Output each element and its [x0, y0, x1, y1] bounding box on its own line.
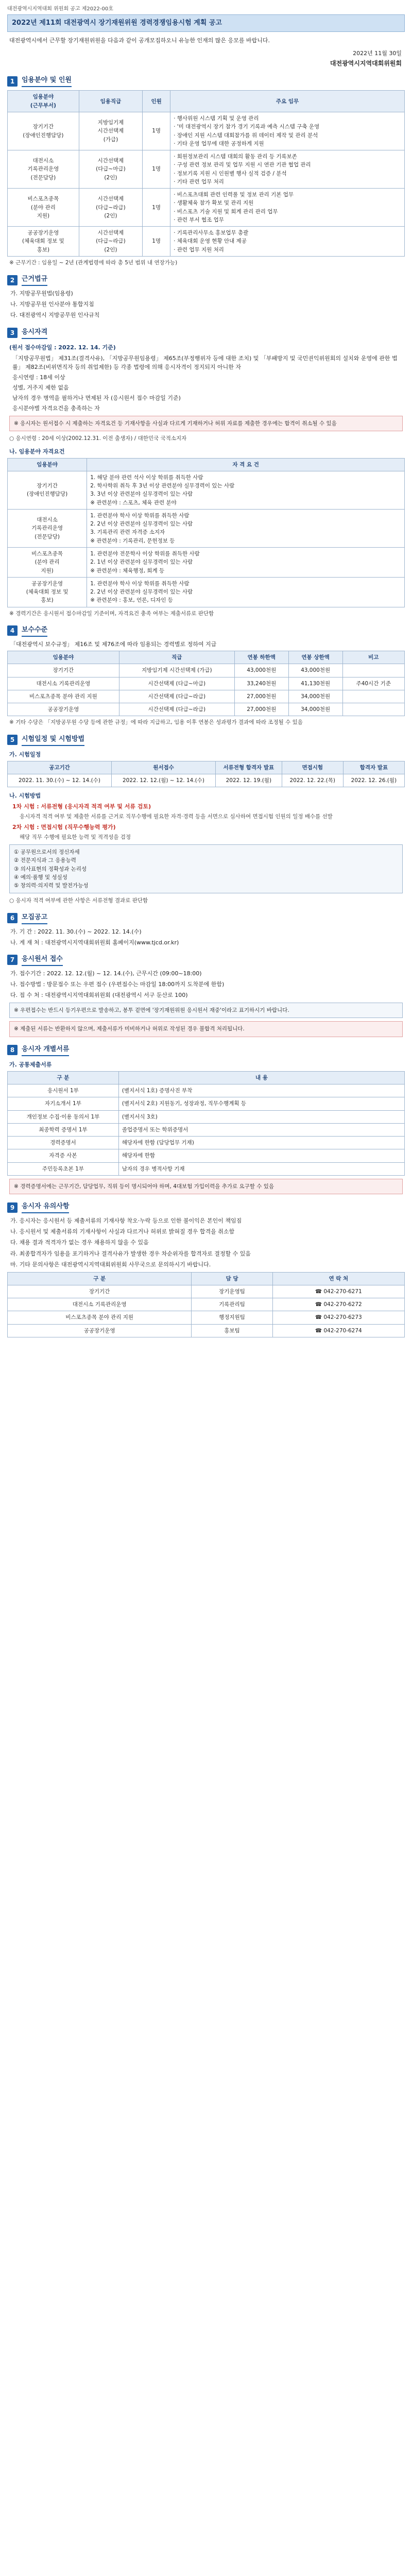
table-cell: (별지서식 2호) 지원동기, 성장과정, 직무수행계획 등	[118, 1097, 404, 1110]
table-cell: 2022. 12. 19.(월)	[215, 774, 282, 787]
evaluation-item: ① 공무원으로서의 정신자세	[14, 849, 80, 855]
table-cell: 34,000천원	[288, 703, 342, 716]
table-cell: 2022. 12. 12.(월) ~ 12. 14.(수)	[111, 774, 215, 787]
schedule-subtitle: 가. 시험일정	[9, 751, 41, 758]
table-header: 연봉 상한액	[288, 651, 342, 664]
table-cell: 41,130천원	[288, 677, 342, 690]
notice-date: 2022년 11월 30일	[353, 49, 402, 57]
positions-note: ※ 근무기간 : 임용일 ~ 2년 (관계법령에 따라 총 5년 범위 내 연장가능)	[9, 259, 178, 266]
table-header: 임용직급	[79, 91, 142, 112]
table-cell: 33,240천원	[234, 677, 288, 690]
table-cell: 34,000천원	[288, 690, 342, 703]
table-cell: 해당자에 한함	[118, 1149, 404, 1162]
table-header: 서류전형 합격자 발표	[215, 761, 282, 774]
evaluation-item: ② 전문지식과 그 응용능력	[14, 857, 76, 864]
section-5-heading	[7, 734, 405, 746]
table-cell: 개인정보 수집·이용 동의서 1부	[8, 1110, 119, 1123]
table-row	[8, 1298, 405, 1311]
notice-intro: 대전광역시에서 근무할 장기재원위원을 다음과 같이 공개모집하오니 유능한 인재의 많은 응모를 바랍니다.	[9, 37, 270, 44]
table-row	[8, 112, 405, 150]
caution-item: 마. 기타 문의사항은 대전광역시지역대회위원회 사무국으로 문의하시기 바랍니다.	[10, 1261, 211, 1268]
law-item: 가. 지방공무원법(임용령)	[10, 290, 73, 297]
table-cell: 장기기간	[8, 664, 119, 677]
section-9-heading	[7, 1201, 405, 1213]
position-count: 1명	[143, 150, 170, 189]
law-item: 나. 지방공무원 인사분야 통합지침	[10, 301, 94, 308]
table-header: 연 락 처	[272, 1272, 404, 1285]
application-mail-note: ※ 우편접수는 반드시 등기우편으로 발송하고, 봉투 겉면에 '장기재원위원 응시원서 재중'이라고 표기하시기 바랍니다.	[9, 1003, 403, 1018]
table-row	[8, 1137, 405, 1149]
position-field: 대전시소 기록관리운영 (전문담당)	[8, 150, 79, 189]
table-cell: (별지서식 1호) 증명사진 부착	[118, 1084, 404, 1097]
table-row	[8, 1285, 405, 1298]
table-cell: 시간선택제 (다급~라급)	[119, 703, 234, 716]
table-row	[8, 509, 405, 547]
exam-step-1-desc: 응시자격 적격 여부 및 제출한 서류를 근거로 직무수행에 필요한 자격·경력 등을 서면으로 심사하여 면접시험 인원의 일정 배수를 선발	[20, 814, 333, 820]
qualification-item: 「지방공무원법」 제31조(결격사유), 「지방공무원임용령」 제65조(부정행위자 등에 대한 조치) 및 「부패방지 및 국민권익위원회의 설치와 운영에 관한 법률」 제82조(비위면직자 등의 취업제한) 등 각종 법령에 의해 응시자격이 정지되지 아니한 자	[12, 354, 398, 370]
qualification-item: 성별, 거주지 제한 없음	[12, 384, 69, 391]
table-cell: 27,000천원	[234, 703, 288, 716]
exam-step-1: 1차 시험 : 서류전형 (응시자격 적격 여부 및 서류 검토)	[12, 803, 151, 810]
table-cell: 장기운영팀	[192, 1285, 272, 1298]
qualification-requirement: 1. 해당 분야 관련 석사 이상 학위를 취득한 사람 2. 학사학위 취득 후 3년 이상 관련분야 실무경력이 있는 사람 3. 3년 이상 관련분야 실무경력이 있는 사람 ※ 관련분야 : 스포츠, 체육 관련 분야	[87, 471, 405, 509]
section-title: 시험일정 및 시험방법	[22, 734, 84, 746]
table-cell: 자격증 사본	[8, 1149, 119, 1162]
section-2-heading	[7, 274, 405, 286]
table-cell: 주민등록초본 1부	[8, 1162, 119, 1175]
qualification-requirement: 1. 관련분야 학사 이상 학위를 취득한 사람 2. 2년 이상 관련분야 실무경력이 있는 사람 ※ 관련분야 : 홍보, 언론, 디자인 등	[87, 577, 405, 607]
section-number: 2	[7, 275, 18, 285]
table-cell: 시간선택제 (다급~라급)	[119, 690, 234, 703]
table-cell: 지방임기제 시간선택제 (가급)	[119, 664, 234, 677]
table-header: 인원	[143, 91, 170, 112]
table-cell	[342, 690, 404, 703]
table-header: 임용분야 (근무부서)	[8, 91, 79, 112]
table-header: 비고	[342, 651, 404, 664]
qualification-requirement: 1. 관련분야 전문학사 이상 학위를 취득한 사람 2. 1년 이상 관련분야 실무경력이 있는 사람 ※ 관련분야 : 체육행정, 회계 등	[87, 547, 405, 577]
salary-table	[7, 651, 405, 716]
qualification-table	[7, 458, 405, 607]
table-cell: 기록관리팀	[192, 1298, 272, 1311]
caution-item: 다. 채용 결과 적격자가 없는 경우 채용하지 않을 수 있음	[10, 1239, 149, 1246]
table-cell: 43,000천원	[288, 664, 342, 677]
exam-step-2-desc: 해당 직무 수행에 필요한 능력 및 적격성을 검정	[20, 834, 131, 840]
table-header: 직급	[119, 651, 234, 664]
table-row	[8, 1110, 405, 1123]
position-count: 1명	[143, 227, 170, 257]
section-number: 7	[7, 955, 18, 965]
section-4-heading	[7, 625, 405, 637]
section-title: 응시원서 접수	[22, 954, 63, 966]
phone-number: ☎ 042-270-6274	[272, 1324, 404, 1337]
notice-org: 대전광역시지역대회위원회	[330, 59, 402, 67]
table-header: 임용분야	[8, 458, 87, 471]
position-count: 1명	[143, 112, 170, 150]
table-cell: 2022. 12. 22.(목)	[282, 774, 343, 787]
table-cell: 졸업증명서 또는 학위증명서	[118, 1123, 404, 1136]
table-row	[8, 189, 405, 227]
method-subtitle: 나. 시험방법	[9, 792, 41, 800]
age-note: ○ 응시연령 : 20세 이상(2002.12.31. 이전 출생자) / 대한민국 국적소지자	[9, 435, 187, 442]
qualification-field: 공공장기운영 (체육대회 정보 및 홍보)	[8, 577, 87, 607]
law-item: 다. 대전광역시 지방공무원 인사규칙	[10, 312, 100, 319]
table-header: 자 격 요 건	[87, 458, 405, 471]
table-cell: 해당자에 한함 (담당업무 기재)	[118, 1137, 404, 1149]
section-number: 9	[7, 1202, 18, 1213]
table-row	[8, 690, 405, 703]
table-cell	[342, 664, 404, 677]
position-duties: · 기록관리사무소 홍보업무 총괄 · 체육대회 운영 현황 안내 제공 · 관련 업무 지원 처리	[170, 227, 405, 257]
table-header: 연봉 하한액	[234, 651, 288, 664]
section-number: 4	[7, 625, 18, 636]
table-cell: 남자의 경우 병적사항 기재	[118, 1162, 404, 1175]
table-cell	[342, 703, 404, 716]
notice-title: 2022년 제11회 대전광역시 장기재원위원 경력경쟁임용시험 계획 공고	[7, 14, 405, 32]
table-header: 원서접수	[111, 761, 215, 774]
caution-item: 가. 응시자는 응시원서 등 제출서류의 기재사항 착오·누락 등으로 인한 불이익은 본인이 책임짐	[10, 1217, 242, 1225]
table-row	[8, 227, 405, 257]
position-count: 1명	[143, 189, 170, 227]
qualification-item: 응시연령 : 18세 이상	[12, 374, 65, 381]
table-cell: (별지서식 3호)	[118, 1110, 404, 1123]
table-row	[8, 1324, 405, 1337]
position-field: 장기기간 (장애인진행담당)	[8, 112, 79, 150]
position-grade: 시간선택제 (다급~라급) (2인)	[79, 227, 142, 257]
section-number: 1	[7, 76, 18, 87]
application-warning: ※ 제출된 서류는 반환하지 않으며, 제출서류가 미비하거나 허위로 작성된 경우 불합격 처리됩니다.	[9, 1021, 403, 1037]
notice-number: 대전광역시지역대회 위원회 공고 제2022-00호	[7, 6, 113, 12]
table-cell: 2022. 12. 26.(월)	[343, 774, 404, 787]
documents-warning: ※ 경력증명서에는 근무기간, 담당업무, 직위 등이 명시되어야 하며, 4대보험 가입이력을 추가로 요구할 수 있음	[9, 1179, 403, 1194]
qualification-field: 장기기간 (장애인진행담당)	[8, 471, 87, 509]
exam-step-2: 2차 시험 : 면접시험 (직무수행능력 평가)	[12, 823, 116, 831]
section-1-heading	[7, 75, 405, 87]
position-grade: 지방임기제 시간선택제 (가급)	[79, 112, 142, 150]
phone-number: ☎ 042-270-6271	[272, 1285, 404, 1298]
table-row	[8, 664, 405, 677]
evaluation-item: ⑤ 창의력·의지력 및 발전가능성	[14, 883, 89, 889]
table-cell: 대전시소 기록관리운영	[8, 677, 119, 690]
table-cell: 공공장기운영	[8, 1324, 192, 1337]
qualification-item: 응시분야별 자격요건을 충족하는 자	[12, 404, 100, 412]
table-header: 합격자 발표	[343, 761, 404, 774]
table-row	[8, 547, 405, 577]
table-cell: 장기기간	[8, 1285, 192, 1298]
section-number: 6	[7, 913, 18, 923]
section-title: 보수수준	[22, 625, 47, 637]
table-cell: 대전시소 기록관리운영	[8, 1298, 192, 1311]
table-header: 면접시험	[282, 761, 343, 774]
table-cell: 경력증명서	[8, 1137, 119, 1149]
table-cell: 주40시간 기준	[342, 677, 404, 690]
qualification-note: ※ 경력기간은 응시원서 접수마감일 기준이며, 자격요건 충족 여부는 제출서류로 판단함	[9, 610, 214, 617]
contact-table	[7, 1272, 405, 1337]
qualification-warning: ※ 응시자는 원서접수 시 제출하는 자격요건 등 기재사항을 사실과 다르게 기재하거나 허위 자료를 제출한 경우에는 합격이 취소될 수 있음	[9, 416, 403, 431]
section-3-heading	[7, 327, 405, 339]
table-cell: 비스포츠종목 분야 관리 지원	[8, 690, 119, 703]
qualification-basis: (원서 접수마감일 : 2022. 12. 14. 기준)	[9, 344, 116, 351]
table-cell: 비스포츠종목 분야 관리 지원	[8, 1311, 192, 1324]
section-title: 근거법규	[22, 274, 47, 286]
table-cell: 응시원서 1부	[8, 1084, 119, 1097]
table-cell: 2022. 11. 30.(수) ~ 12. 14.(수)	[8, 774, 112, 787]
table-row	[8, 150, 405, 189]
section-number: 3	[7, 328, 18, 338]
section-number: 8	[7, 1045, 18, 1055]
table-header: 구 분	[8, 1071, 119, 1084]
section-6-heading	[7, 912, 405, 924]
salary-intro: 「대전광역시 보수규정」 제16조 및 제76조에 따라 임용되는 경력별로 정하여 지급	[10, 640, 217, 648]
documents-subtitle: 가. 공통제출서류	[9, 1061, 52, 1068]
evaluation-criteria	[9, 844, 403, 893]
table-header: 주요 임무	[170, 91, 405, 112]
caution-item: 라. 최종합격자가 임용을 포기하거나 결격사유가 발생한 경우 차순위자를 합격자로 결정할 수 있음	[10, 1250, 251, 1257]
position-duties: · 비스포츠대회 관련 인력풀 및 정보 관리 기본 업무 · 생활체육 참가 확보 및 관리 지원 · 비스포츠 기술 지원 및 회계 관리 관리 업무 · 관련 부서 협조 업무	[170, 189, 405, 227]
section-title: 응시자 개별서류	[22, 1044, 69, 1056]
table-header: 내 용	[118, 1071, 404, 1084]
table-row	[8, 471, 405, 509]
caution-item: 나. 응시원서 및 제출서류의 기재사항이 사실과 다르거나 허위로 밝혀질 경우 합격을 취소함	[10, 1228, 235, 1235]
application-item: 나. 접수방법 : 방문접수 또는 우편 접수 (우편접수는 마감일 18:00까지 도착분에 한함)	[10, 981, 225, 988]
section-title: 응시자 유의사항	[22, 1201, 69, 1213]
table-row	[8, 1084, 405, 1097]
table-row	[8, 1162, 405, 1175]
qualification-field: 비스포츠종목 (분야 관리 지원)	[8, 547, 87, 577]
table-cell: 행정지원팀	[192, 1311, 272, 1324]
table-cell: 최종학력 증명서 1부	[8, 1123, 119, 1136]
section-title: 응시자격	[22, 327, 47, 339]
table-cell: 자기소개서 1부	[8, 1097, 119, 1110]
table-row	[8, 1097, 405, 1110]
table-row	[8, 677, 405, 690]
exam-note: ○ 응시자 적격 여부에 관한 사항은 서류전형 결과로 판단함	[9, 897, 148, 904]
phone-number: ☎ 042-270-6273	[272, 1311, 404, 1324]
evaluation-item: ③ 의사표현의 정확성과 논리성	[14, 866, 87, 872]
position-duties: · 행사위원 시스템 기획 및 운영 관리 · '미 대전광역시 장기 참가 경기 기록과 예측 시스템 구축 운영 · 장애인 지원 시스템 대회참가를 위 데이터 제작 및 관리 분석 · 기타 운영 업무에 대한 공정하게 지원	[170, 112, 405, 150]
table-cell: 43,000천원	[234, 664, 288, 677]
notice-period: 가. 기 간 : 2022. 11. 30.(수) ~ 2022. 12. 14.(수)	[10, 928, 142, 935]
position-field: 공공장기운영 (체육대회 정보 및 홍보)	[8, 227, 79, 257]
position-duties: · 회원정보관리 시스템 대회의 활동 관리 등 기록보존 · 구성 관련 정보 관리 및 업무 지원 시 연관 기관 협업 관리 · 정보기록 지원 시 인원별 행사 실적 검증 / 분석 · 기타 관련 업무 처리	[170, 150, 405, 189]
evaluation-item: ④ 예의·품행 및 성실성	[14, 874, 67, 880]
table-row	[8, 1123, 405, 1136]
section-title: 모집공고	[22, 912, 47, 924]
application-item: 다. 접 수 처 : 대전광역시지역대회위원회 (대전광역시 서구 둔산로 100)	[10, 992, 188, 999]
documents-table	[7, 1071, 405, 1176]
table-row	[8, 1311, 405, 1324]
section-8-heading	[7, 1044, 405, 1056]
qualification-table-title: 나. 임용분야 자격요건	[9, 448, 65, 455]
phone-number: ☎ 042-270-6272	[272, 1298, 404, 1311]
qualification-item: 남자의 경우 병역을 필하거나 면제된 자 (응시원서 접수 마감일 기준)	[12, 394, 181, 401]
table-cell: 시간선택제 (다급~마급)	[119, 677, 234, 690]
table-header: 구 분	[8, 1272, 192, 1285]
position-field: 비스포츠종목 (분야 관리 지원)	[8, 189, 79, 227]
section-number: 5	[7, 735, 18, 745]
position-grade: 시간선택제 (다급~라급) (2인)	[79, 189, 142, 227]
table-row	[8, 1149, 405, 1162]
application-item: 가. 접수기간 : 2022. 12. 12.(월) ~ 12. 14.(수), 근무시간 (09:00~18:00)	[10, 970, 202, 977]
schedule-table	[7, 761, 405, 788]
section-title: 임용분야 및 인원	[22, 75, 72, 87]
qualification-requirement: 1. 관련분야 학사 이상 학위를 취득한 사람 2. 2년 이상 관련분야 실무경력이 있는 사람 3. 기록관리 관련 자격증 소지자 ※ 관련분야 : 기록관리, 문헌정보 등	[87, 509, 405, 547]
position-grade: 시간선택제 (다급~마급) (2인)	[79, 150, 142, 189]
table-cell: 공공장기운영	[8, 703, 119, 716]
notice-place: 나. 게 재 처 : 대전광역시지역대회위원회 홈페이지(www.tjcd.or.kr)	[10, 939, 179, 946]
salary-note: ※ 기타 수당은 「지방공무원 수당 등에 관한 규정」에 따라 지급하고, 임용 이후 연봉은 성과평가 결과에 따라 조정될 수 있음	[9, 719, 303, 726]
table-row	[8, 774, 405, 787]
qualification-field: 대전시소 기록관리운영 (전문담당)	[8, 509, 87, 547]
table-header: 임용분야	[8, 651, 119, 664]
table-cell: 홍보팀	[192, 1324, 272, 1337]
table-row	[8, 703, 405, 716]
table-header: 담 당	[192, 1272, 272, 1285]
table-header: 공고기간	[8, 761, 112, 774]
table-cell: 27,000천원	[234, 690, 288, 703]
table-row	[8, 577, 405, 607]
section-7-heading	[7, 954, 405, 966]
positions-table	[7, 90, 405, 257]
